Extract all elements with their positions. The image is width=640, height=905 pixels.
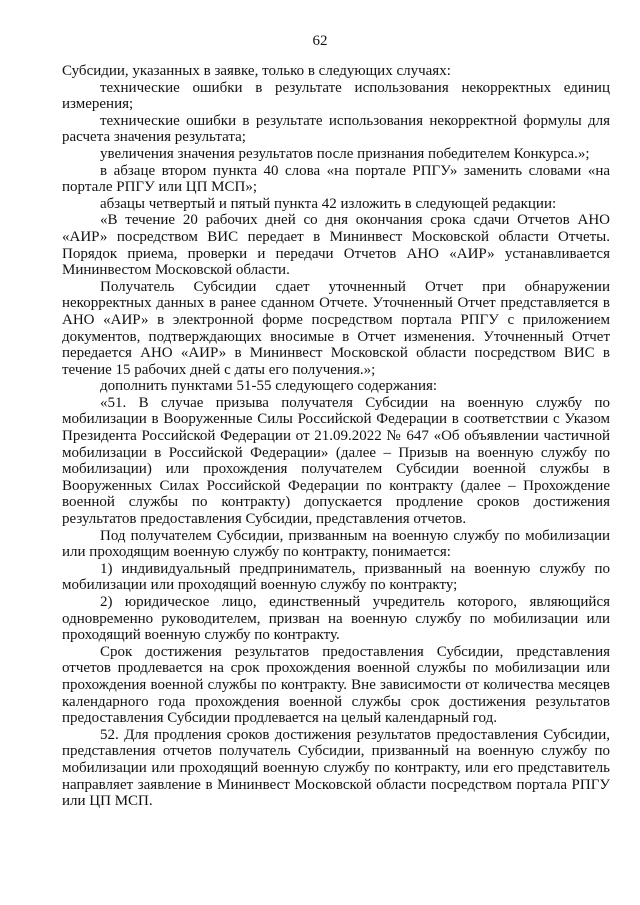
paragraph: Срок достижения результатов предоставления Субсидии, представления отчетов продлевается на срок прохождения военной службы по мобилизации или прохождения военной службы по контракту. Вне зависимости от количества месяцев календарного года прохождения военной службы срок достижения результатов предоставления Субсидии продлевается на целый календарный год. bbox=[62, 643, 610, 727]
paragraph: Субсидии, указанных в заявке, только в следующих случаях: bbox=[62, 63, 451, 79]
paragraph: технические ошибки в результате использования некорректной формулы для расчета значения результата; bbox=[62, 112, 610, 146]
paragraph: «51. В случае призыва получателя Субсидии на военную службу по мобилизации в Вооруженные Силы Российской Федерации в соответствии с Указом Президента Российской Федерации от 21.09.2022 № 647 «Об объявлении частичной мобилизации в Российской Федерации» (далее – Призыв на военную службу по мобилизации) или прохождения получателем Субсидии военной службы в Вооруженных Силах Российской Федерации по контракту (далее – Прохождение военной службы по контракту) допускается продление сроков достижения результатов предоставления Субсидии, представления отчетов. bbox=[62, 394, 610, 528]
document-body bbox=[62, 63, 610, 810]
paragraph: Получатель Субсидии сдает уточненный Отчет при обнаружении некорректных данных в ранее сданном Отчете. Уточненный Отчет представляется в АНО «АИР» в электронной форме посредством портала РПГУ с приложением документов, подтверждающих вносимые в Отчет изменения. Уточненный Отчет передается АНО «АИР» в Мининвест Московской области посредством ВИС в течение 15 рабочих дней с даты его получения.»; bbox=[62, 278, 610, 378]
paragraph: абзацы четвертый и пятый пункта 42 изложить в следующей редакции: bbox=[100, 195, 557, 212]
paragraph: «В течение 20 рабочих дней со дня окончания срока сдачи Отчетов АНО «АИР» посредством ВИС передает в Мининвест Московской области Отчеты. Порядок приема, проверки и передачи Отчетов АНО «АИР» устанавливается Мининвестом Московской области. bbox=[62, 212, 610, 279]
page-number: 62 bbox=[312, 33, 328, 49]
paragraph: в абзаце втором пункта 40 слова «на портале РПГУ» заменить словами «на портале РПГУ или ЦП МСП»; bbox=[62, 162, 610, 196]
paragraph: дополнить пунктами 51-55 следующего содержания: bbox=[100, 378, 438, 395]
paragraph: технические ошибки в результате использования некорректных единиц измерения; bbox=[62, 79, 610, 113]
paragraph: 1) индивидуальный предприниматель, призванный на военную службу по мобилизации или проходящий военную службу по контракту; bbox=[62, 560, 610, 594]
paragraph: 2) юридическое лицо, единственный учредитель которого, являющийся одновременно руководителем, призван на военную службу по мобилизации или проходящий военную службу по контракту. bbox=[62, 594, 610, 644]
paragraph: 52. Для продления сроков достижения результатов предоставления Субсидии, представления отчетов получатель Субсидии, призванный на военную службу по мобилизации или проходящий военную службу по контракту, или его представитель направляет заявление в Мининвест Московской области посредством портала РПГУ или ЦП МСП. bbox=[62, 726, 610, 810]
paragraph: Под получателем Субсидии, призванным на военную службу по мобилизации или проходящим военную службу по контракту, понимается: bbox=[62, 527, 610, 561]
paragraph: увеличения значения результатов после признания победителем Конкурса.»; bbox=[100, 145, 590, 162]
